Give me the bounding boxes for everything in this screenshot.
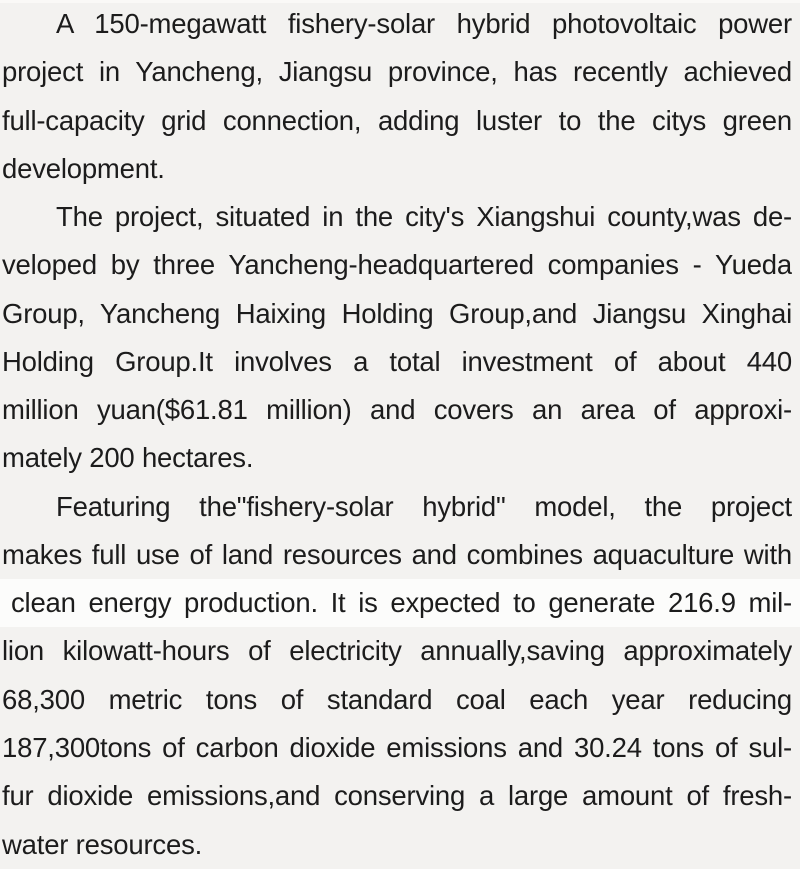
text-line: Featuring the"fishery-solar hybrid" model, the project bbox=[56, 490, 792, 522]
text-line: project in Yancheng, Jiangsu province, has recently achieved bbox=[2, 56, 792, 88]
text-line: Group, Yancheng Haixing Holding Group,and Jiangsu Xinghai bbox=[2, 297, 792, 329]
text-line: development. bbox=[2, 152, 165, 184]
text-line: lion kilowatt-hours of electricity annually,saving approximately bbox=[2, 635, 792, 667]
text-line: mately 200 hectares. bbox=[2, 442, 254, 474]
paragraph bbox=[2, 0, 792, 193]
text-line: The project, situated in the city's Xiangshui county,was de- bbox=[56, 201, 792, 233]
text-line-highlighted: clean energy production. It is expected to generate 216.9 mil- bbox=[0, 579, 800, 627]
text-line: fur dioxide emissions,and conserving a large amount of fresh- bbox=[2, 780, 792, 812]
text-line: A 150-megawatt fishery-solar hybrid photovoltaic power bbox=[56, 8, 792, 39]
text-line: 68,300 metric tons of standard coal each year reducing bbox=[2, 683, 792, 715]
text-line: Holding Group.It involves a total investment of about 440 bbox=[2, 345, 792, 377]
text-line: makes full use of land resources and combines aquaculture with bbox=[2, 538, 792, 570]
text-line: veloped by three Yancheng-headquartered companies - Yueda bbox=[2, 249, 792, 281]
text-line: full-capacity grid connection, adding luster to the citys green bbox=[2, 104, 792, 136]
text-line: water resources. bbox=[2, 828, 203, 860]
paragraph bbox=[2, 483, 792, 869]
text-line: 187,300tons of carbon dioxide emissions and 30.24 tons of sul- bbox=[2, 731, 792, 763]
text-line: million yuan($61.81 million) and covers an area of approxi- bbox=[2, 394, 792, 426]
paragraph bbox=[2, 193, 792, 483]
